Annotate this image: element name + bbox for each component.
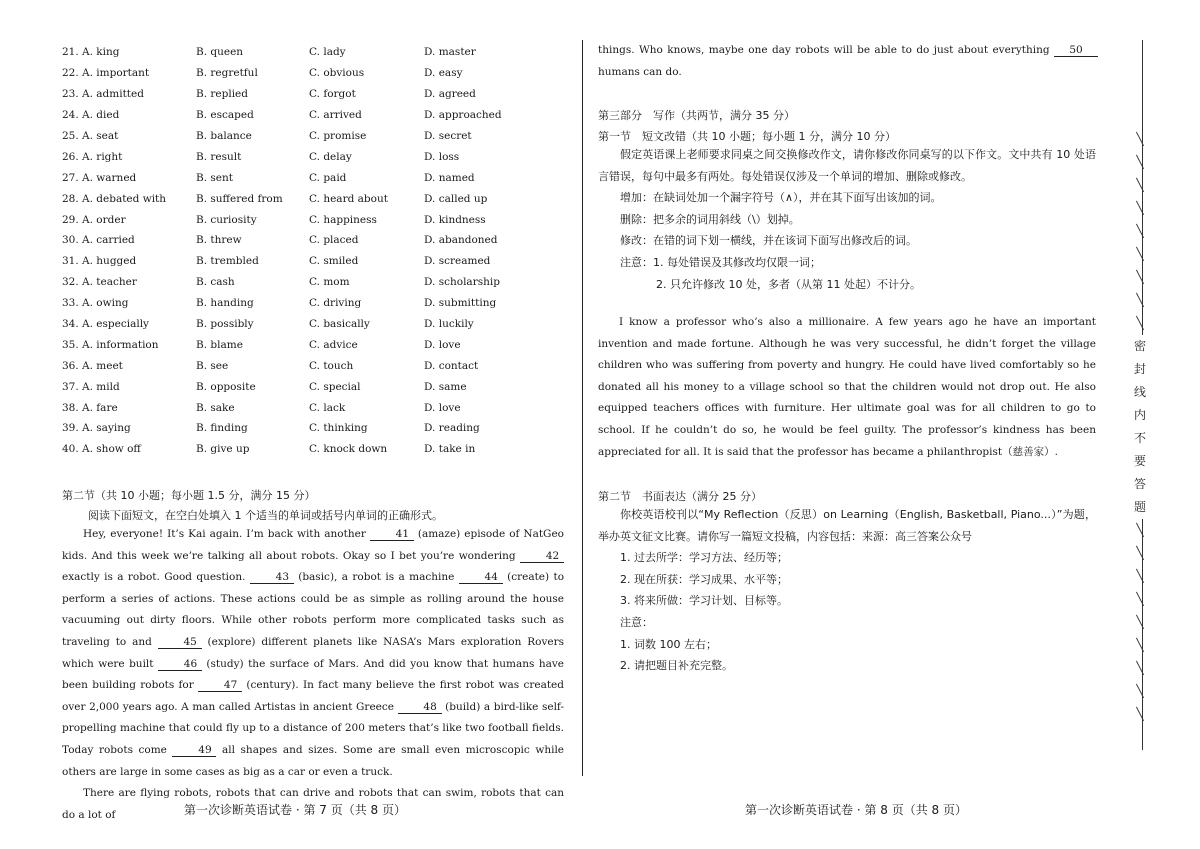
blank-43[interactable]: 43 (250, 571, 294, 584)
option-a: 37. A. mild (62, 380, 120, 393)
option-a: 29. A. order (62, 213, 126, 226)
seal-char: 密 (1132, 335, 1148, 358)
proofreading-intro: 假定英语课上老师要求同桌之间交换修改作文，请你修改你同桌写的以下作文。文中共有 10 处语言错误，每句中最多有两处。每处错误仅涉及一个单词的增加、删除或修改。 增加：在缺词处加一个漏字符号（∧），并在其下面写出该加的词。 删除：把多余的词用斜线（\）划掉。 修改：在错的词下划一横线，并在该词下面写出修改后的词。 注意：1. 每处错误及其修改均仅限一词； 2. 只允许修改 10 处，多者（从第 11 处起）不计分。 (598, 148, 1096, 291)
cloze-passage: Hey, everyone! It’s Kai again. I’m back with another 41 (amaze) episode of NatGeo kids. And this week we’re talking all about robots. Okay so I bet you’re wondering 42 exactly is a robot. Good question. 43 (basic), a robot is a machine 44 (create) to perform a series of actions. These actions could be as simple as rolling around the house vacuuming out dirty floors. While other robots perform more complicated tasks such as traveling to and 45 (explore) different planets like NASA’s Mars exploration Rovers which were built 46 (study) the surface of Mars. And did you know that humans have been building robots for 47 (century). In fact many believe the first robot was created over 2,000 years ago. A man called Artistas in ancient Greece 48 (build) a bird-like self-propelling machine that could fly up to a distance of 200 meters that’s like two football fields. Today robots come 49 all shapes and sizes. Some are small even microscopic while others are large in some cases as big as a car or even a truck. There are flying robots, robots that can drive and robots that can swim, robots that can do a lot of (62, 524, 564, 826)
option-b: B. handing (196, 297, 254, 310)
option-c: C. lack (309, 401, 346, 414)
option-a: 35. A. information (62, 338, 159, 351)
page-7 (0, 0, 580, 849)
option-b: B. sent (196, 171, 233, 184)
seal-slash-icon: ╲ (1136, 684, 1144, 698)
mcq-row (62, 167, 572, 188)
option-c: C. promise (309, 130, 367, 142)
option-a: 25. A. seat (62, 130, 119, 142)
option-b: B. balance (196, 130, 252, 142)
option-d: D. take in (424, 443, 476, 456)
proofreading-title: 第一节 短文改错（共 10 小题；每小题 1 分，满分 10 分） (598, 130, 896, 143)
option-a: 34. A. especially (62, 318, 149, 331)
blank-49[interactable]: 49 (172, 744, 216, 757)
mcq-row (62, 84, 572, 105)
mcq-row (62, 146, 572, 167)
writing-title: 第二节 书面表达（满分 25 分） (598, 490, 762, 503)
option-a: 24. A. died (62, 109, 120, 122)
seal-slash-icon: ╲ (1136, 546, 1144, 560)
mcq-row (62, 42, 572, 63)
option-c: C. delay (309, 150, 352, 163)
option-c: C. lady (309, 46, 346, 59)
mcq-row (62, 376, 572, 397)
option-b: B. blame (196, 338, 243, 351)
seal-slash-icon: ╲ (1136, 638, 1144, 652)
option-b: B. cash (196, 276, 235, 289)
option-b: B. possibly (196, 318, 254, 331)
seal-char: 封 (1132, 358, 1148, 381)
option-a: 33. A. owing (62, 297, 129, 310)
seal-stack (1118, 128, 1162, 726)
option-b: B. replied (196, 88, 248, 101)
mcq-row (62, 209, 572, 230)
mcq-row (62, 293, 572, 314)
seal-char: 不 (1132, 427, 1148, 450)
seal-slash-icon: ╲ (1136, 247, 1144, 261)
option-d: D. luckily (424, 318, 474, 331)
mcq-row (62, 251, 572, 272)
mcq-row (62, 334, 572, 355)
option-c: C. thinking (309, 422, 368, 435)
option-d: D. love (424, 401, 461, 414)
option-b: B. see (196, 359, 229, 372)
option-c: C. driving (309, 297, 362, 310)
option-c: C. smiled (309, 255, 359, 268)
option-c: C. paid (309, 171, 347, 184)
blank-47[interactable]: 47 (198, 679, 242, 692)
option-d: D. love (424, 338, 461, 351)
option-d: D. easy (424, 67, 463, 80)
option-c: C. special (309, 380, 361, 393)
mcq-row (62, 439, 572, 460)
option-c: C. happiness (309, 213, 377, 226)
mcq-row (62, 355, 572, 376)
option-d: D. called up (424, 192, 488, 205)
seal-slash-icon: ╲ (1136, 201, 1144, 215)
option-d: D. approached (424, 109, 502, 122)
option-d: D. submitting (424, 297, 497, 310)
option-c: C. obvious (309, 67, 365, 80)
seal-char: 答 (1132, 473, 1148, 496)
option-a: 39. A. saying (62, 422, 131, 435)
option-d: D. abandoned (424, 234, 498, 247)
option-c: C. heard about (309, 192, 388, 205)
seal-char: 要 (1132, 450, 1148, 473)
seal-slash-icon: ╲ (1136, 270, 1144, 284)
seal-slash-icon: ╲ (1136, 178, 1144, 192)
option-c: C. placed (309, 234, 359, 247)
option-b: B. result (196, 150, 242, 163)
mcq-row (62, 272, 572, 293)
mcq-row (62, 418, 572, 439)
option-d: D. same (424, 380, 467, 393)
option-c: C. knock down (309, 443, 388, 456)
option-d: D. contact (424, 359, 479, 372)
option-d: D. secret (424, 130, 472, 142)
part3-title: 第三部分 写作（共两节，满分 35 分） (598, 109, 795, 122)
seal-slash-icon: ╲ (1136, 293, 1144, 307)
option-b: B. curiosity (196, 213, 257, 226)
seal-slash-icon: ╲ (1136, 224, 1144, 238)
section2-title: 第二节（共 10 小题；每小题 1.5 分，满分 15 分） (62, 489, 316, 502)
page-divider (582, 40, 583, 776)
option-d: D. agreed (424, 88, 476, 101)
seal-slash-icon: ╲ (1136, 707, 1144, 721)
option-b: B. give up (196, 443, 250, 456)
option-a: 36. A. meet (62, 359, 123, 372)
option-b: B. finding (196, 422, 248, 435)
option-a: 23. A. admitted (62, 88, 144, 101)
seal-slash-icon: ╲ (1136, 661, 1144, 675)
mcq-row (62, 105, 572, 126)
footer-page-8: 第一次诊断英语试卷 · 第 8 页（共 8 页） (745, 803, 967, 817)
option-c: C. mom (309, 276, 350, 289)
option-d: D. named (424, 171, 475, 184)
blank-50[interactable]: 50 (1054, 44, 1098, 57)
seal-char: 线 (1132, 381, 1148, 404)
mcq-row (62, 397, 572, 418)
blank-44[interactable]: 44 (459, 571, 503, 584)
option-a: 32. A. teacher (62, 276, 137, 289)
option-a: 21. A. king (62, 46, 120, 59)
option-a: 40. A. show off (62, 443, 141, 456)
seal-slash-icon: ╲ (1136, 155, 1144, 169)
option-b: B. regretful (196, 67, 258, 80)
seal-slash-icon: ╲ (1136, 316, 1144, 330)
blank-48[interactable]: 48 (398, 701, 442, 714)
blank-41[interactable]: 41 (370, 528, 414, 541)
option-a: 28. A. debated with (62, 192, 167, 205)
passage-continuation: things. Who knows, maybe one day robots will be able to do just about everything 50 humans can do. (598, 40, 1098, 83)
mcq-row (62, 314, 572, 335)
option-b: B. threw (196, 234, 242, 247)
option-c: C. touch (309, 359, 354, 372)
option-b: B. sake (196, 401, 235, 414)
seal-char: 内 (1132, 404, 1148, 427)
seal-char: 题 (1132, 496, 1148, 519)
blank-46[interactable]: 46 (158, 658, 202, 671)
mcq-row (62, 126, 572, 147)
option-c: C. advice (309, 338, 358, 351)
passage-p2: There are flying robots, robots that can drive and robots that can swim, robots that can do a lot of (62, 787, 564, 821)
option-c: C. basically (309, 318, 370, 331)
option-b: B. escaped (196, 109, 254, 122)
option-a: 22. A. important (62, 67, 150, 80)
option-b: B. opposite (196, 380, 256, 393)
option-d: D. reading (424, 422, 480, 435)
option-b: B. trembled (196, 255, 259, 268)
seal-line-strip (1118, 40, 1162, 750)
writing-task: 你校英语校刊以“My Reflection（反思）on Learning（English, Basketball, Piano...）”为题，举办英文征文比赛。请你写一篇短文投稿，内容包括：来源：高三答案公众号 1. 过去所学：学习方法、经历等； 2. 现在所获：学习成果、水平等； 3. 将来所做：学习计划、目标等。 注意： 1. 词数 100 左右； 2. 请把题目补充完整。 (598, 508, 1096, 673)
option-a: 26. A. right (62, 150, 123, 163)
option-d: D. loss (424, 150, 460, 163)
mcq-row (62, 63, 572, 84)
option-d: D. screamed (424, 255, 491, 268)
mcq-row (62, 230, 572, 251)
seal-slash-icon: ╲ (1136, 523, 1144, 537)
option-a: 31. A. hugged (62, 255, 137, 268)
seal-slash-icon: ╲ (1136, 569, 1144, 583)
footer-page-7: 第一次诊断英语试卷 · 第 7 页（共 8 页） (184, 803, 406, 817)
option-d: D. scholarship (424, 276, 500, 289)
seal-slash-icon: ╲ (1136, 132, 1144, 146)
option-d: D. master (424, 46, 476, 59)
mcq-row (62, 188, 572, 209)
option-d: D. kindness (424, 213, 486, 226)
option-c: C. forgot (309, 88, 356, 101)
option-c: C. arrived (309, 109, 362, 122)
section2-instruction: 阅读下面短文，在空白处填入 1 个适当的单词或括号内单词的正确形式。 (88, 509, 443, 522)
seal-slash-icon: ╲ (1136, 615, 1144, 629)
option-b: B. queen (196, 46, 244, 59)
option-b: B. suffered from (196, 192, 283, 205)
option-a: 38. A. fare (62, 401, 118, 414)
option-a: 30. A. carried (62, 234, 135, 247)
proofreading-essay: I know a professor who’s also a millionaire. A few years ago he have an important invention and made fortune. Although he was very successful, he didn’t forget the village children who was suffering from poverty and hungry. He could have lived comfortably so he donated all his money to a village school so that the children would not drop out. He also equipped teachers offices with furniture. Her ultimate goal was for all children to go to school. If he couldn’t do so, he would be feel guilty. The professor’s kindness has been appreciated for all. It is said that the professor has became a philanthropist（慈善家）. (598, 316, 1096, 458)
blank-45[interactable]: 45 (158, 636, 202, 649)
blank-42[interactable]: 42 (520, 550, 564, 563)
seal-slash-icon: ╲ (1136, 592, 1144, 606)
page-8 (590, 0, 1110, 849)
option-a: 27. A. warned (62, 171, 137, 184)
mcq-list (62, 42, 572, 460)
